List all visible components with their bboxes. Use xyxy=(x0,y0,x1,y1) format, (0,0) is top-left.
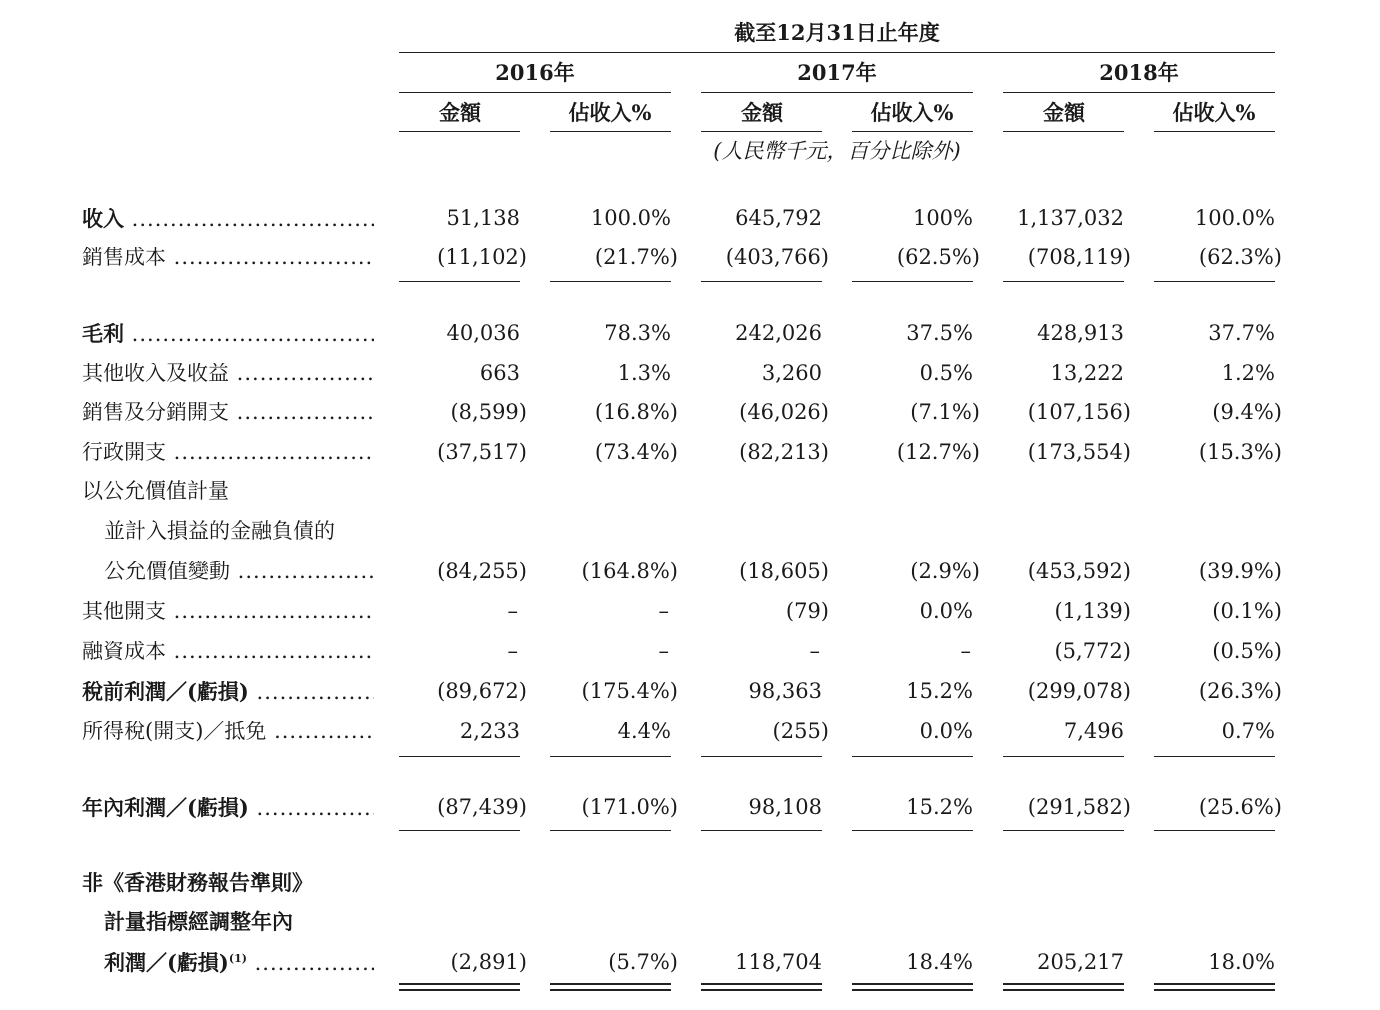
row-label-income-tax: 所得稅(開支)／抵免 ..... xyxy=(82,721,374,742)
cell: 118,704 xyxy=(735,950,822,974)
cell: (7.1%) xyxy=(910,400,980,424)
total-double-rule xyxy=(399,983,520,991)
year-2016: 2016年 xyxy=(495,60,575,85)
row-label-profit-before-tax: 稅前利潤／(虧損) ..... xyxy=(82,681,374,703)
year-rule-2017 xyxy=(701,92,973,93)
cell: 0.7% xyxy=(1221,719,1275,743)
subtotal-rule xyxy=(852,756,973,757)
cell: (46,026) xyxy=(739,400,829,424)
cell: 663 xyxy=(479,361,520,385)
subtotal-rule xyxy=(399,756,520,757)
year-rule-2016 xyxy=(399,92,671,93)
row-label-adjusted-1: 非《香港財務報告準則》 xyxy=(82,870,313,895)
cell: (82,213) xyxy=(739,440,829,464)
cell: (21.7%) xyxy=(594,245,678,269)
row-label-adjusted-3 xyxy=(104,952,374,974)
cell: (87,439) xyxy=(437,795,527,819)
pct-header-2016: 佔收入% xyxy=(568,100,652,125)
cell: (15.3%) xyxy=(1198,440,1282,464)
row-label-fair-value-2: 並計入損益的金融負債的 xyxy=(104,519,335,543)
subheader-rule xyxy=(399,131,520,132)
row-label-profit-for-year: 年內利潤／(虧損) ..... xyxy=(82,797,374,819)
cell: (0.1%) xyxy=(1212,599,1282,623)
cell: 2,233 xyxy=(459,719,520,743)
year-2017: 2017年 xyxy=(797,60,877,85)
cell: – xyxy=(507,599,518,623)
cell: 4.4% xyxy=(617,719,671,743)
row-label-fair-value-3: 公允價值變動 ..... xyxy=(104,561,374,582)
cell: 645,792 xyxy=(735,206,822,230)
cell: – xyxy=(658,639,669,663)
cell: 1,137,032 xyxy=(1017,206,1124,230)
subtotal-rule xyxy=(1003,281,1124,282)
cell: (291,582) xyxy=(1027,795,1131,819)
total-double-rule xyxy=(701,983,822,991)
cell: (1,139) xyxy=(1054,599,1131,623)
cell: 1.2% xyxy=(1221,361,1275,385)
cell: 100.0% xyxy=(590,206,671,230)
cell: 37.7% xyxy=(1208,321,1275,345)
cell: 13,222 xyxy=(1050,361,1124,385)
cell: (37,517) xyxy=(437,440,527,464)
cell: (12.7%) xyxy=(896,440,980,464)
subtotal-rule xyxy=(1154,756,1275,757)
cell: (453,592) xyxy=(1027,559,1131,583)
cell: (5.7%) xyxy=(608,950,678,974)
subtotal-rule xyxy=(852,281,973,282)
footnote-marker: (1) xyxy=(228,952,247,965)
cell: 37.5% xyxy=(906,321,973,345)
row-label-other-expenses: 其他開支 ..... xyxy=(82,601,374,622)
cell: 15.2% xyxy=(906,795,973,819)
cell: 15.2% xyxy=(906,679,973,703)
cell: (16.8%) xyxy=(594,400,678,424)
subheader-rule xyxy=(852,131,973,132)
cell: 40,036 xyxy=(446,321,520,345)
cell: 51,138 xyxy=(446,206,520,230)
cell: – xyxy=(960,639,971,663)
cell: 0.0% xyxy=(919,719,973,743)
cell: 78.3% xyxy=(604,321,671,345)
row-label-cost-of-sales: 銷售成本 ..... xyxy=(82,247,374,268)
cell: (39.9%) xyxy=(1198,559,1282,583)
subtotal-rule xyxy=(550,281,671,282)
cell: (171.0%) xyxy=(581,795,678,819)
cell: 98,363 xyxy=(748,679,822,703)
unit-note: (人民幣千元，百分比除外) xyxy=(713,139,961,163)
cell: 1.3% xyxy=(617,361,671,385)
cell: (255) xyxy=(772,719,829,743)
cell: (18,605) xyxy=(739,559,829,583)
cell: (11,102) xyxy=(437,245,527,269)
cell: (9.4%) xyxy=(1212,400,1282,424)
cell: (25.6%) xyxy=(1198,795,1282,819)
cell: (62.5%) xyxy=(896,245,980,269)
subtotal-rule xyxy=(1003,756,1124,757)
subtotal-rule xyxy=(1154,830,1275,831)
subtotal-rule xyxy=(852,830,973,831)
subtotal-rule xyxy=(399,281,520,282)
cell: – xyxy=(507,639,518,663)
subtotal-rule xyxy=(399,830,520,831)
row-label-selling-expenses: 銷售及分銷開支 ..... xyxy=(82,402,374,423)
cell: (0.5%) xyxy=(1212,639,1282,663)
row-label-admin-expenses: 行政開支 ..... xyxy=(82,442,374,463)
pct-header-2018: 佔收入% xyxy=(1172,100,1256,125)
amount-header-2017: 金額 xyxy=(741,100,783,125)
total-double-rule xyxy=(852,983,973,991)
row-label-other-income: 其他收入及收益 ..... xyxy=(82,363,374,384)
cell: 0.0% xyxy=(919,599,973,623)
cell: (2.9%) xyxy=(910,559,980,583)
row-label-gross-profit: 毛利 ..... xyxy=(82,323,374,345)
cell: 18.4% xyxy=(906,950,973,974)
subtotal-rule xyxy=(1003,830,1124,831)
amount-header-2018: 金額 xyxy=(1043,100,1085,125)
cell: (26.3%) xyxy=(1198,679,1282,703)
cell: – xyxy=(658,599,669,623)
subheader-rule xyxy=(701,131,822,132)
subheader-rule xyxy=(550,131,671,132)
row-label-revenue: 收入 ..... xyxy=(82,208,374,230)
subtotal-rule xyxy=(701,756,822,757)
cell: 7,496 xyxy=(1063,719,1124,743)
subheader-rule xyxy=(1003,131,1124,132)
cell: (89,672) xyxy=(437,679,527,703)
cell: (8,599) xyxy=(450,400,527,424)
pct-header-2017: 佔收入% xyxy=(870,100,954,125)
total-double-rule xyxy=(1154,983,1275,991)
subtotal-rule xyxy=(701,830,822,831)
cell: (79) xyxy=(785,599,829,623)
cell: (403,766) xyxy=(725,245,829,269)
cell: 205,217 xyxy=(1037,950,1124,974)
subtotal-rule xyxy=(701,281,822,282)
cell: 242,026 xyxy=(735,321,822,345)
year-rule-2018 xyxy=(1003,92,1275,93)
cell: 428,913 xyxy=(1037,321,1124,345)
row-label-adjusted-2: 計量指標經調整年內 xyxy=(104,909,293,934)
cell: (62.3%) xyxy=(1198,245,1282,269)
cell: 100.0% xyxy=(1194,206,1275,230)
cell: (164.8%) xyxy=(581,559,678,583)
header-rule xyxy=(399,52,1275,53)
subtotal-rule xyxy=(1154,281,1275,282)
cell: (2,891) xyxy=(450,950,527,974)
total-double-rule xyxy=(550,983,671,991)
period-header: 截至12月31日止年度 xyxy=(734,20,940,45)
cell: (5,772) xyxy=(1054,639,1131,663)
cell: (173,554) xyxy=(1027,440,1131,464)
cell: (107,156) xyxy=(1027,400,1131,424)
row-label-fair-value-1: 以公允價值計量 xyxy=(82,479,229,503)
cell: 18.0% xyxy=(1208,950,1275,974)
cell: (175.4%) xyxy=(581,679,678,703)
year-2018: 2018年 xyxy=(1099,60,1179,85)
cell: – xyxy=(809,639,820,663)
cell: 100% xyxy=(912,206,973,230)
adjusted-label-text: 利潤／(虧損) xyxy=(104,952,229,974)
subheader-rule xyxy=(1154,131,1275,132)
row-label-finance-costs: 融資成本 ..... xyxy=(82,641,374,662)
total-double-rule xyxy=(1003,983,1124,991)
subtotal-rule xyxy=(550,756,671,757)
cell: (299,078) xyxy=(1027,679,1131,703)
cell: (73.4%) xyxy=(594,440,678,464)
cell: (84,255) xyxy=(437,559,527,583)
cell: 98,108 xyxy=(748,795,822,819)
cell: 0.5% xyxy=(919,361,973,385)
subtotal-rule xyxy=(550,830,671,831)
amount-header-2016: 金額 xyxy=(439,100,481,125)
cell: (708,119) xyxy=(1027,245,1131,269)
cell: 3,260 xyxy=(761,361,822,385)
